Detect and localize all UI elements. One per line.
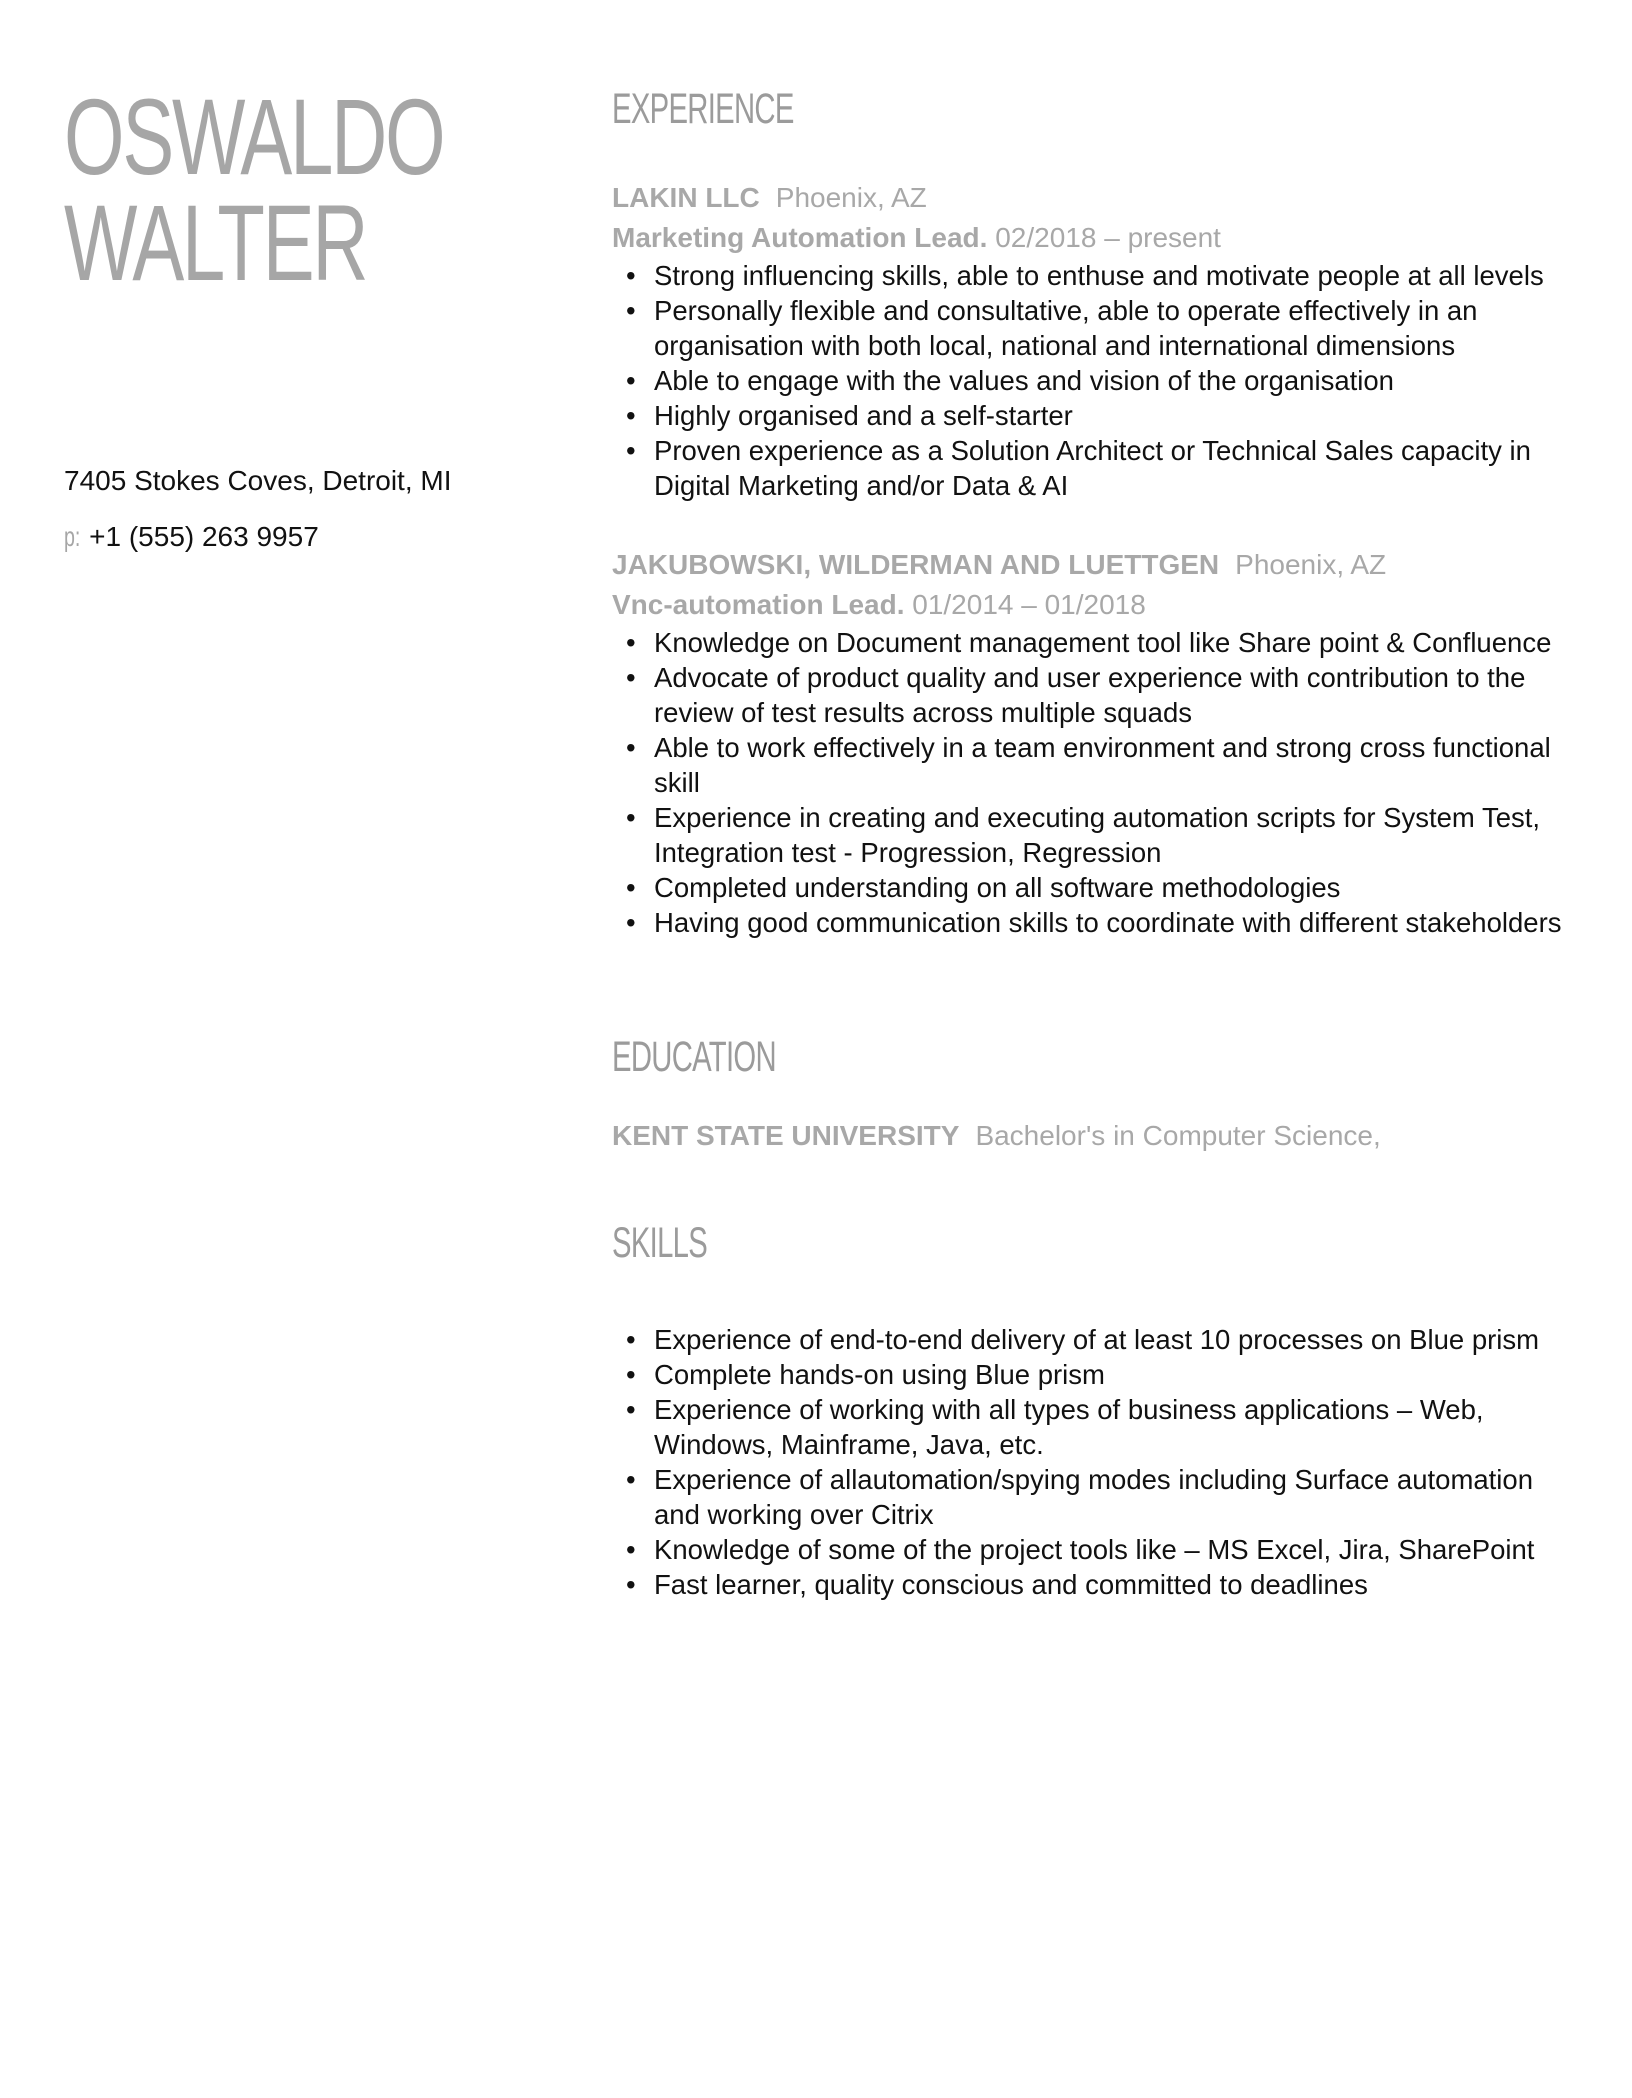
list-item: • Highly organised and a self-starter [612, 398, 1572, 433]
list-item: • Experience in creating and executing automation scripts for System Test, Integration test - Progression, Regression [612, 800, 1572, 870]
education-heading: EDUCATION [612, 1033, 776, 1081]
job-entry [612, 178, 1572, 503]
list-item: • Able to engage with the values and vision of the organisation [612, 363, 1572, 398]
skills-section [612, 1218, 1572, 1602]
company-name: JAKUBOWSKI, WILDERMAN AND LUETTGEN [612, 549, 1220, 580]
degree: Bachelor's in Computer Science, [975, 1120, 1381, 1151]
education-entry [612, 1116, 1572, 1156]
list-item: • Completed understanding on all software methodologies [612, 870, 1572, 905]
list-item: • Experience of allautomation/spying modes including Surface automation and working over Citrix [612, 1462, 1572, 1532]
job-dates: 01/2014 – 01/2018 [912, 589, 1146, 620]
last-name: WALTER [64, 182, 367, 303]
job-location: Phoenix, AZ [1235, 549, 1387, 580]
list-item: • Able to work effectively in a team environment and strong cross functional skill [612, 730, 1572, 800]
job-role: Marketing Automation Lead. [612, 222, 988, 253]
list-item: • Experience of end-to-end delivery of at least 10 processes on Blue prism [612, 1322, 1572, 1357]
skills-heading: SKILLS [612, 1219, 708, 1267]
experience-section [612, 84, 1572, 940]
list-item: • Experience of working with all types of business applications – Web, Windows, Mainframe, Java, etc. [612, 1392, 1572, 1462]
skills-list [612, 1322, 1572, 1602]
list-item: • Complete hands-on using Blue prism [612, 1357, 1572, 1392]
contact-info [64, 462, 534, 556]
phone-line [64, 518, 534, 556]
job-company-line [612, 545, 1572, 585]
education-section [612, 1032, 1572, 1156]
list-item: • Personally flexible and consultative, able to operate effectively in an organisation with both local, national and international dimensions [612, 293, 1572, 363]
job-company-line [612, 178, 1572, 218]
job-bullets [612, 625, 1572, 940]
company-name: LAKIN LLC [612, 182, 760, 213]
list-item: • Advocate of product quality and user experience with contribution to the review of test results across multiple squads [612, 660, 1572, 730]
list-item: • Fast learner, quality conscious and committed to deadlines [612, 1567, 1572, 1602]
experience-heading: EXPERIENCE [612, 85, 794, 133]
first-name: OSWALDO [64, 76, 444, 197]
list-item: • Knowledge on Document management tool like Share point & Confluence [612, 625, 1572, 660]
list-item: • Knowledge of some of the project tools like – MS Excel, Jira, SharePoint [612, 1532, 1572, 1567]
job-role-line [612, 585, 1572, 625]
job-role-line [612, 218, 1572, 258]
list-item: • Having good communication skills to coordinate with different stakeholders [612, 905, 1572, 940]
job-dates: 02/2018 – present [995, 222, 1221, 253]
job-bullets [612, 258, 1572, 503]
candidate-name [64, 76, 444, 303]
phone-number: +1 (555) 263 9957 [89, 521, 319, 552]
school-name: KENT STATE UNIVERSITY [612, 1120, 960, 1151]
list-item: • Strong influencing skills, able to enthuse and motivate people at all levels [612, 258, 1572, 293]
phone-label: p: [64, 521, 81, 552]
list-item: • Proven experience as a Solution Architect or Technical Sales capacity in Digital Marketing and/or Data & AI [612, 433, 1572, 503]
job-role: Vnc-automation Lead. [612, 589, 905, 620]
job-entry [612, 545, 1572, 940]
address: 7405 Stokes Coves, Detroit, MI [64, 465, 452, 496]
sidebar [64, 76, 534, 552]
job-location: Phoenix, AZ [775, 182, 927, 213]
main-content [612, 84, 1572, 1602]
